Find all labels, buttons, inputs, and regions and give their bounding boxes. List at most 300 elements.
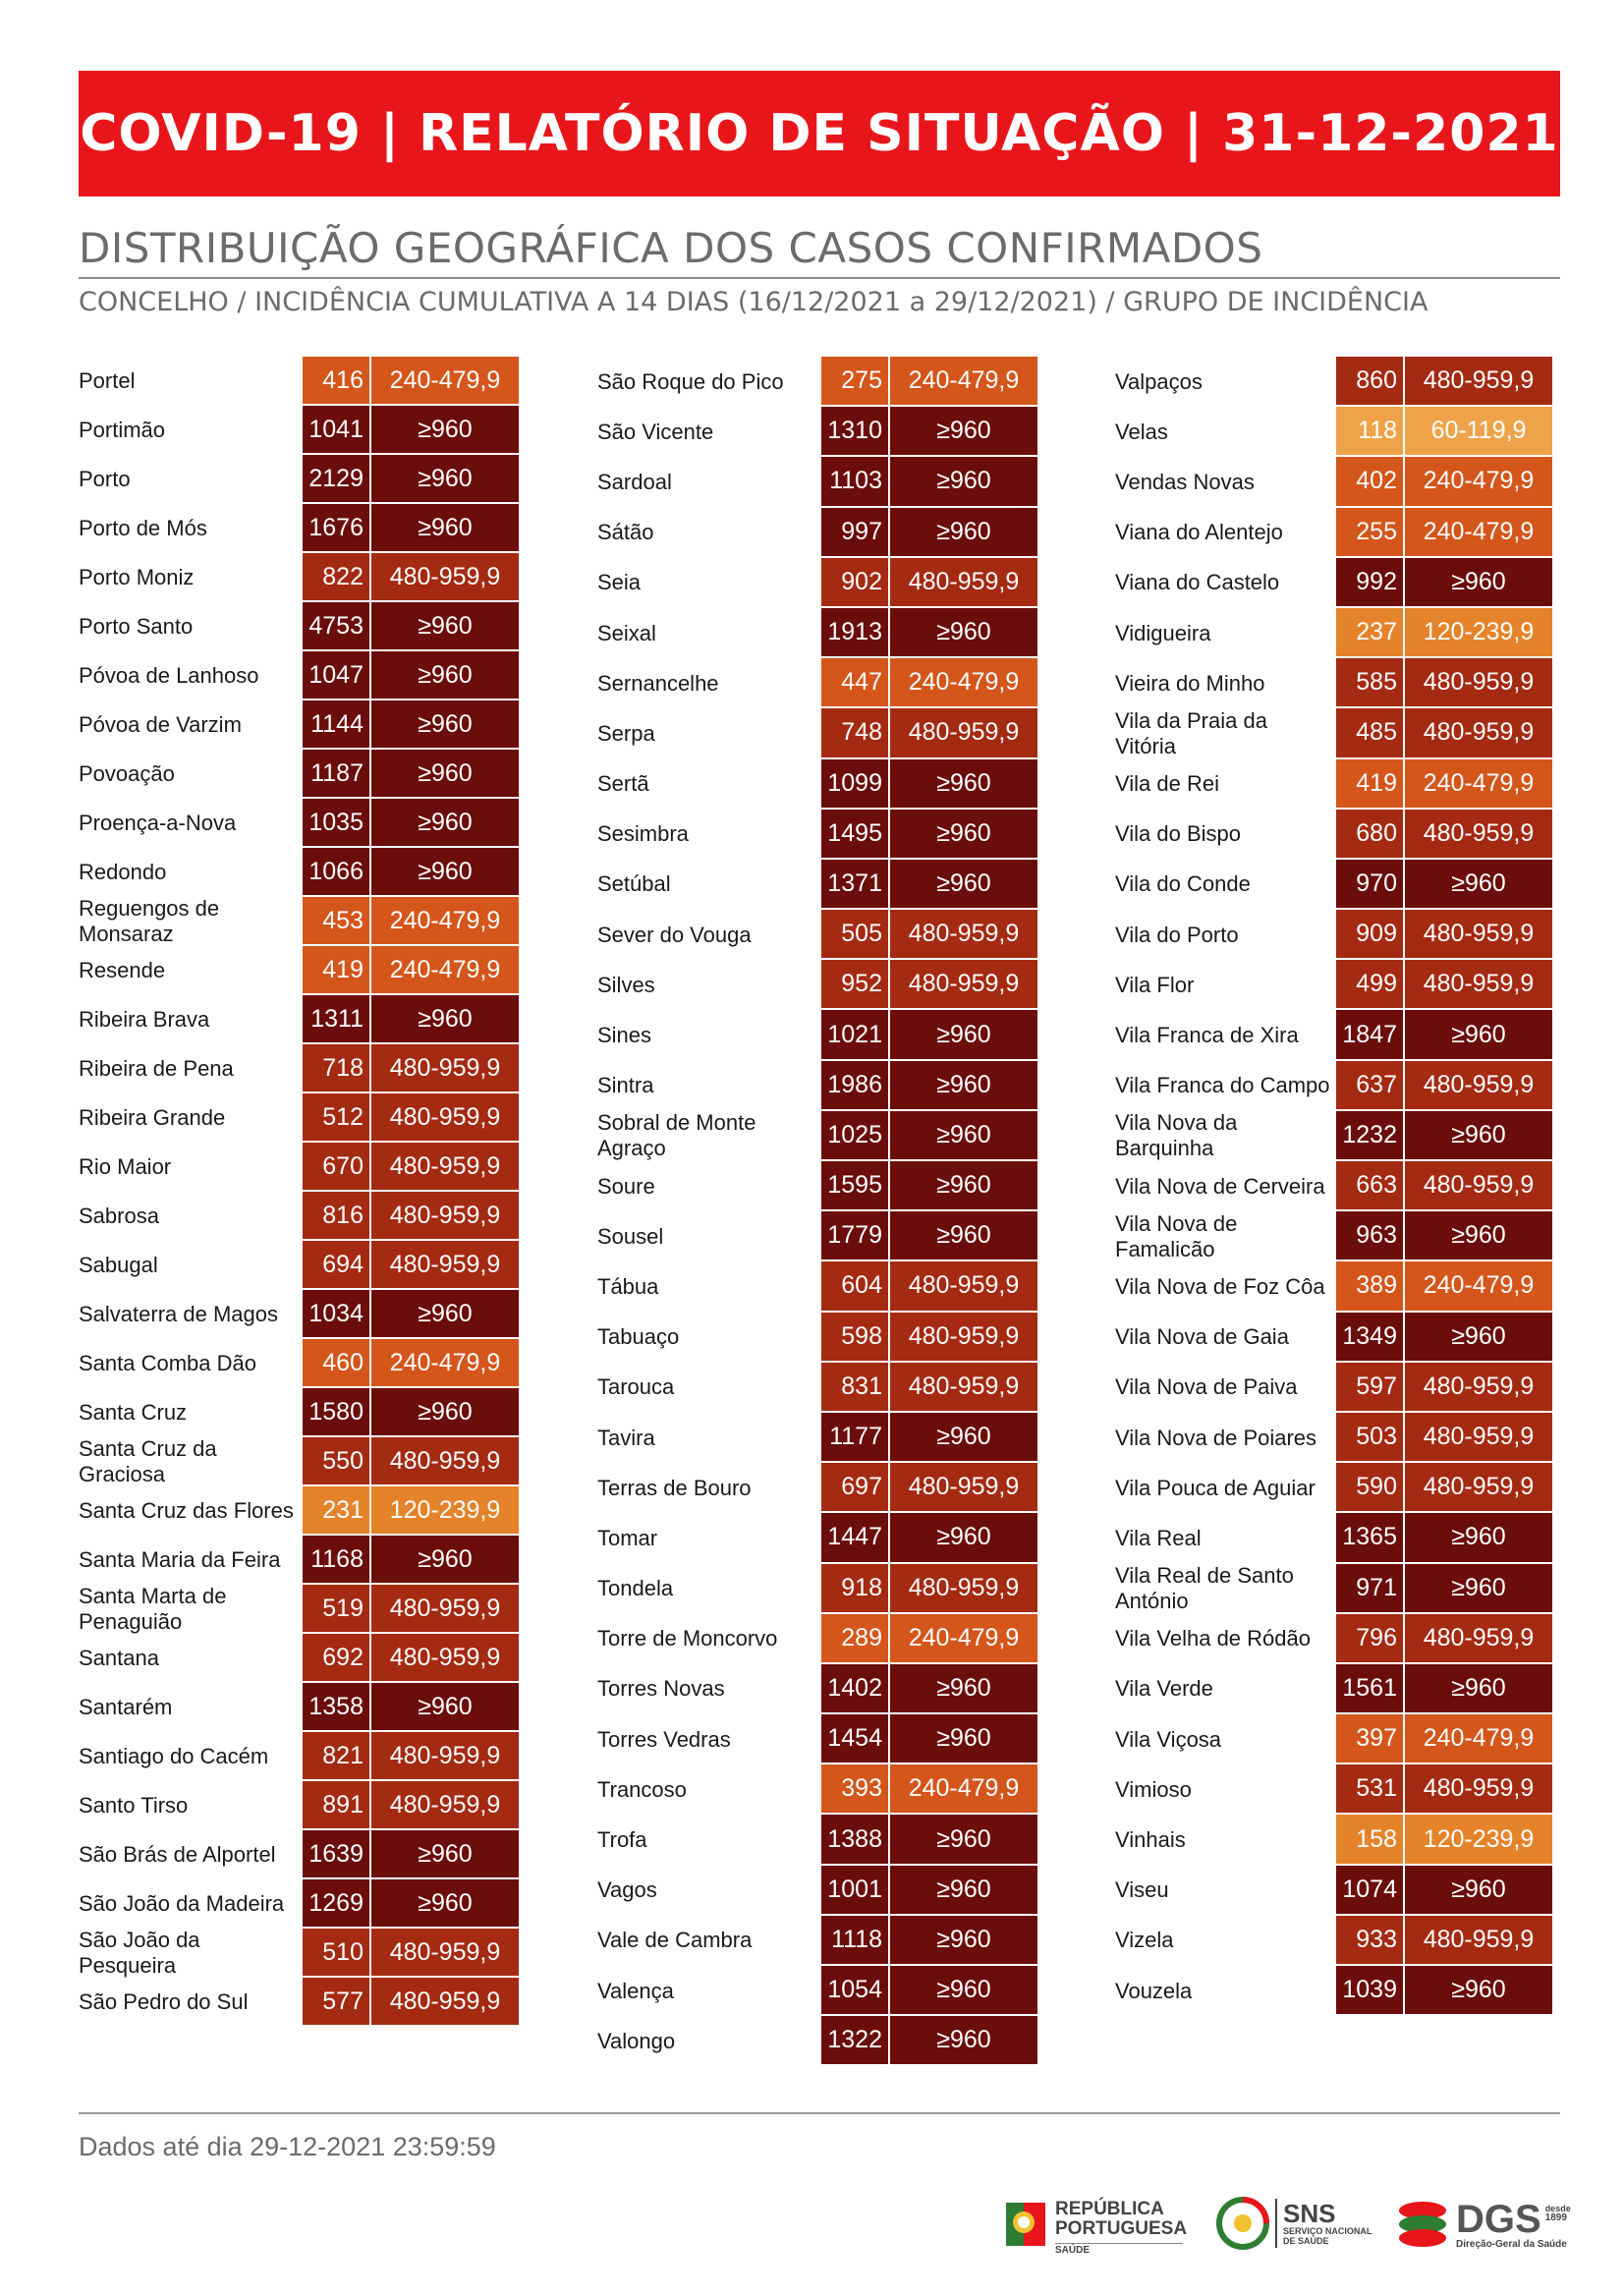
- municipality-name: Vieira do Minho: [1115, 670, 1265, 696]
- municipality-name: Sintra: [597, 1073, 654, 1098]
- sns-line-2: DE SAÚDE: [1283, 2235, 1329, 2246]
- municipality-row: [79, 1585, 519, 1634]
- incidence-value: 2129: [303, 455, 371, 504]
- municipality-row: [79, 750, 519, 799]
- incidence-group: ≥960: [890, 1815, 1037, 1865]
- municipality-row: [597, 759, 1037, 810]
- municipality-name: Vila Flor: [1115, 972, 1195, 997]
- sns-title: SNS: [1283, 2198, 1336, 2228]
- municipality-name: Vila do Porto: [1115, 922, 1239, 947]
- incidence-value: 933: [1336, 1916, 1405, 1966]
- municipality-row: [597, 1463, 1037, 1513]
- incidence-group: 480-959,9: [371, 1241, 519, 1290]
- incidence-group: 240-479,9: [890, 1764, 1037, 1815]
- municipality-name: Tabuaço: [597, 1324, 680, 1350]
- incidence-value: 1365: [1336, 1513, 1405, 1563]
- municipality-name: Porto Santo: [79, 614, 194, 639]
- incidence-value: 158: [1336, 1815, 1405, 1865]
- municipality-name: Santa Cruz da Graciosa: [79, 1436, 217, 1486]
- incidence-value: 275: [821, 357, 890, 407]
- municipality-row: [597, 1313, 1037, 1363]
- municipality-row: [597, 1714, 1037, 1764]
- municipality-name: São Pedro do Sul: [79, 1989, 249, 2014]
- incidence-group: ≥960: [371, 1536, 519, 1585]
- incidence-value: 694: [303, 1241, 371, 1290]
- municipality-name: Vale de Cambra: [597, 1928, 753, 1953]
- municipality-row: [597, 608, 1037, 658]
- municipality-row: [79, 1486, 519, 1536]
- incidence-group: 480-959,9: [371, 1732, 519, 1781]
- incidence-value: 909: [1336, 910, 1405, 960]
- municipality-row: [597, 960, 1037, 1010]
- incidence-value: 402: [1336, 457, 1405, 507]
- municipality-name: Sousel: [597, 1223, 664, 1249]
- municipality-row: [597, 1916, 1037, 1966]
- municipality-name: Sernancelhe: [597, 670, 719, 696]
- incidence-group: 480-959,9: [890, 1261, 1037, 1312]
- footer-divider: [79, 2112, 1560, 2114]
- incidence-group: 240-479,9: [890, 1614, 1037, 1664]
- incidence-group: 480-959,9: [1405, 810, 1552, 860]
- incidence-value: 680: [1336, 810, 1405, 860]
- municipality-row: [1115, 1111, 1552, 1161]
- municipality-name: Sesimbra: [597, 821, 689, 847]
- municipality-row: [79, 1781, 519, 1830]
- municipality-name: Vila Nova de Paiva: [1115, 1374, 1298, 1400]
- municipality-name: Santa Marta de Penaguião: [79, 1584, 227, 1634]
- incidence-group: 120-239,9: [371, 1486, 519, 1536]
- incidence-value: 1001: [821, 1866, 890, 1916]
- incidence-value: 550: [303, 1437, 371, 1486]
- municipality-row: [1115, 407, 1552, 457]
- incidence-value: 604: [821, 1261, 890, 1312]
- municipality-name: Reguengos de Monsaraz: [79, 896, 220, 946]
- municipality-row: [597, 1211, 1037, 1261]
- incidence-value: 831: [821, 1363, 890, 1413]
- incidence-group: 480-959,9: [890, 1313, 1037, 1363]
- municipality-row: [1115, 1010, 1552, 1060]
- municipality-row: [1115, 658, 1552, 708]
- municipality-name: Portimão: [79, 418, 166, 442]
- dgs-logo: [1395, 2197, 1571, 2252]
- rp-line-2: PORTUGUESA: [1055, 2218, 1188, 2240]
- municipality-column-2: [597, 357, 1037, 2066]
- municipality-name: Vagos: [597, 1877, 657, 1903]
- republica-portuguesa-emblem-icon: [1004, 2197, 1047, 2260]
- municipality-row: [597, 357, 1037, 407]
- incidence-group: 240-479,9: [1405, 457, 1552, 507]
- municipality-name: Tavira: [597, 1425, 655, 1450]
- municipality-row: [597, 457, 1037, 507]
- incidence-group: ≥960: [1405, 1564, 1552, 1614]
- incidence-value: 505: [821, 910, 890, 960]
- municipality-row: [597, 1614, 1037, 1664]
- incidence-group: ≥960: [371, 995, 519, 1044]
- municipality-name: São Brás de Alportel: [79, 1842, 276, 1867]
- municipality-name: Terras de Bouro: [597, 1475, 752, 1500]
- incidence-group: 480-959,9: [1405, 658, 1552, 708]
- municipality-name: Ribeira Brava: [79, 1007, 210, 1032]
- municipality-row: [1115, 1413, 1552, 1463]
- incidence-group: ≥960: [890, 1111, 1037, 1161]
- incidence-group: 480-959,9: [890, 910, 1037, 960]
- incidence-value: 1144: [303, 700, 371, 750]
- municipality-name: Sobral de Monte Agraço: [597, 1110, 756, 1161]
- municipality-row: [597, 1966, 1037, 2016]
- municipality-row: [1115, 1463, 1552, 1513]
- incidence-value: 1349: [1336, 1313, 1405, 1363]
- municipality-row: [79, 553, 519, 602]
- incidence-group: ≥960: [890, 1161, 1037, 1211]
- municipality-name: Vinhais: [1115, 1827, 1186, 1853]
- municipality-row: [597, 658, 1037, 708]
- incidence-value: 1021: [821, 1010, 890, 1060]
- sns-line-1: SERVIÇO NACIONAL: [1283, 2226, 1372, 2237]
- municipality-name: Santiago do Cacém: [79, 1744, 269, 1768]
- incidence-group: 480-959,9: [890, 1463, 1037, 1513]
- incidence-group: ≥960: [371, 406, 519, 455]
- dgs-subtitle: Direção-Geral da Saúde: [1456, 2238, 1567, 2250]
- incidence-value: 1103: [821, 457, 890, 507]
- incidence-value: 1041: [303, 406, 371, 455]
- municipality-row: [597, 558, 1037, 608]
- incidence-group: ≥960: [371, 848, 519, 897]
- municipality-name: Sabrosa: [79, 1203, 159, 1228]
- incidence-group: 480-959,9: [371, 1585, 519, 1634]
- sns-emblem-icon: [1216, 2197, 1269, 2250]
- incidence-group: 60-119,9: [1405, 407, 1552, 457]
- municipality-name: Torre de Moncorvo: [597, 1626, 778, 1651]
- municipality-row: [597, 910, 1037, 960]
- incidence-group: ≥960: [890, 1413, 1037, 1463]
- municipality-row: [79, 1879, 519, 1929]
- municipality-row: [79, 455, 519, 504]
- municipality-name: Sátão: [597, 520, 654, 545]
- municipality-name: Tondela: [597, 1576, 674, 1601]
- municipality-name: Viana do Castelo: [1115, 570, 1280, 595]
- municipality-name: Rio Maior: [79, 1154, 172, 1179]
- incidence-group: 240-479,9: [1405, 508, 1552, 558]
- municipality-row: [1115, 1966, 1552, 2016]
- incidence-value: 118: [1336, 407, 1405, 457]
- incidence-group: 480-959,9: [1405, 1614, 1552, 1664]
- incidence-group: 240-479,9: [371, 946, 519, 995]
- incidence-value: 1025: [821, 1111, 890, 1161]
- municipality-row: [597, 1815, 1037, 1865]
- municipality-row: [79, 848, 519, 897]
- rp-line-3: SAÚDE: [1055, 2245, 1091, 2257]
- municipality-name: Vila Real: [1115, 1525, 1202, 1550]
- municipality-name: Sertã: [597, 771, 649, 797]
- municipality-row: [79, 1143, 519, 1192]
- municipality-name: Vidigueira: [1115, 620, 1211, 645]
- incidence-group: 480-959,9: [890, 1564, 1037, 1614]
- municipality-name: Seia: [597, 570, 642, 595]
- municipality-row: [1115, 1061, 1552, 1111]
- municipality-name: Vila Nova de Cerveira: [1115, 1173, 1325, 1199]
- municipality-name: Sever do Vouga: [597, 922, 752, 947]
- municipality-name: Vila do Conde: [1115, 871, 1251, 897]
- incidence-value: 1039: [1336, 1966, 1405, 2016]
- incidence-value: 1595: [821, 1161, 890, 1211]
- municipality-row: [79, 651, 519, 700]
- incidence-value: 697: [821, 1463, 890, 1513]
- municipality-row: [79, 1634, 519, 1683]
- incidence-group: ≥960: [371, 602, 519, 651]
- incidence-value: 860: [1336, 357, 1405, 407]
- municipality-name: São Vicente: [597, 419, 714, 444]
- incidence-group: ≥960: [371, 1683, 519, 1732]
- incidence-value: 255: [1336, 508, 1405, 558]
- municipality-row: [79, 1978, 519, 2027]
- municipality-name: Vila Nova da Barquinha: [1115, 1110, 1238, 1161]
- municipality-name: Vila Viçosa: [1115, 1726, 1222, 1752]
- incidence-value: 416: [303, 357, 371, 406]
- incidence-value: 289: [821, 1614, 890, 1664]
- municipality-name: Viseu: [1115, 1877, 1169, 1903]
- incidence-group: ≥960: [890, 810, 1037, 860]
- rp-line-1: REPÚBLICA: [1055, 2199, 1164, 2220]
- municipality-name: Vouzela: [1115, 1978, 1193, 2003]
- incidence-value: 1986: [821, 1061, 890, 1111]
- municipality-row: [597, 2016, 1037, 2066]
- incidence-group: 480-959,9: [371, 1192, 519, 1241]
- dgs-since-year: 1899: [1544, 2212, 1567, 2224]
- municipality-name: Silves: [597, 972, 655, 997]
- municipality-name: Vila Franca de Xira: [1115, 1023, 1299, 1048]
- municipality-name: São Roque do Pico: [597, 368, 784, 394]
- incidence-value: 1054: [821, 1966, 890, 2016]
- incidence-value: 1561: [1336, 1664, 1405, 1714]
- municipality-row: [597, 708, 1037, 758]
- incidence-group: ≥960: [371, 700, 519, 750]
- municipality-name: Serpa: [597, 720, 655, 746]
- incidence-value: 419: [303, 946, 371, 995]
- municipality-row: [79, 1437, 519, 1486]
- municipality-row: [1115, 1211, 1552, 1261]
- incidence-value: 1311: [303, 995, 371, 1044]
- incidence-value: 1639: [303, 1830, 371, 1879]
- incidence-group: 480-959,9: [890, 708, 1037, 758]
- incidence-group: ≥960: [890, 860, 1037, 910]
- municipality-row: [597, 508, 1037, 558]
- incidence-value: 1187: [303, 750, 371, 799]
- municipality-row: [79, 1683, 519, 1732]
- incidence-group: ≥960: [1405, 1664, 1552, 1714]
- municipality-name: Porto: [79, 467, 131, 491]
- incidence-value: 397: [1336, 1714, 1405, 1764]
- incidence-group: 480-959,9: [371, 553, 519, 602]
- incidence-value: 822: [303, 553, 371, 602]
- incidence-group: 480-959,9: [1405, 1463, 1552, 1513]
- municipality-row: [597, 1764, 1037, 1815]
- incidence-value: 992: [1336, 558, 1405, 608]
- incidence-value: 485: [1336, 708, 1405, 758]
- incidence-value: 389: [1336, 1261, 1405, 1312]
- municipality-name: Vila Nova de Poiares: [1115, 1425, 1317, 1450]
- municipality-name: Santana: [79, 1646, 159, 1670]
- municipality-name: Tarouca: [597, 1374, 675, 1400]
- incidence-value: 590: [1336, 1463, 1405, 1513]
- incidence-group: ≥960: [890, 1916, 1037, 1966]
- municipality-row: [1115, 1313, 1552, 1363]
- incidence-group: 480-959,9: [371, 1634, 519, 1683]
- municipality-row: [1115, 1866, 1552, 1916]
- municipality-name: Vila Nova de Foz Côa: [1115, 1273, 1325, 1299]
- municipality-name: Sines: [597, 1023, 652, 1048]
- municipality-row: [79, 995, 519, 1044]
- incidence-group: 480-959,9: [1405, 1764, 1552, 1815]
- incidence-value: 510: [303, 1929, 371, 1978]
- incidence-group: 240-479,9: [1405, 1261, 1552, 1312]
- incidence-group: 480-959,9: [1405, 357, 1552, 407]
- incidence-group: 480-959,9: [1405, 1363, 1552, 1413]
- incidence-value: 1676: [303, 504, 371, 553]
- incidence-value: 499: [1336, 960, 1405, 1010]
- municipality-name: Resende: [79, 958, 166, 982]
- incidence-group: ≥960: [371, 1388, 519, 1437]
- incidence-group: ≥960: [1405, 1111, 1552, 1161]
- incidence-value: 970: [1336, 860, 1405, 910]
- municipality-row: [597, 1061, 1037, 1111]
- incidence-value: 1358: [303, 1683, 371, 1732]
- incidence-value: 231: [303, 1486, 371, 1536]
- municipality-name: Santa Comba Dão: [79, 1351, 256, 1375]
- municipality-row: [79, 1093, 519, 1143]
- municipality-name: Salvaterra de Magos: [79, 1302, 278, 1326]
- municipality-name: Tomar: [597, 1525, 658, 1550]
- incidence-group: ≥960: [371, 1830, 519, 1879]
- incidence-value: 1322: [821, 2016, 890, 2066]
- incidence-value: 1066: [303, 848, 371, 897]
- municipality-row: [1115, 1714, 1552, 1764]
- incidence-value: 971: [1336, 1564, 1405, 1614]
- incidence-value: 237: [1336, 608, 1405, 658]
- incidence-value: 503: [1336, 1413, 1405, 1463]
- municipality-name: Viana do Alentejo: [1115, 520, 1283, 545]
- municipality-row: [1115, 960, 1552, 1010]
- municipality-name: Porto Moniz: [79, 565, 195, 589]
- municipality-row: [79, 897, 519, 946]
- incidence-value: 1047: [303, 651, 371, 700]
- incidence-group: 480-959,9: [1405, 1061, 1552, 1111]
- incidence-group: ≥960: [1405, 860, 1552, 910]
- incidence-value: 453: [303, 897, 371, 946]
- municipality-name: Valpaços: [1115, 368, 1203, 394]
- incidence-value: 1388: [821, 1815, 890, 1865]
- municipality-row: [79, 1044, 519, 1093]
- municipality-name: Seixal: [597, 620, 656, 645]
- incidence-value: 1310: [821, 407, 890, 457]
- report-title: COVID-19 | RELATÓRIO DE SITUAÇÃO | 31-12-2021: [80, 104, 1559, 163]
- municipality-name: Valença: [597, 1978, 674, 2003]
- municipality-name: Torres Vedras: [597, 1726, 731, 1752]
- incidence-value: 963: [1336, 1211, 1405, 1261]
- incidence-value: 1454: [821, 1714, 890, 1764]
- municipality-row: [1115, 608, 1552, 658]
- incidence-value: 1269: [303, 1879, 371, 1929]
- municipality-name: Vendas Novas: [1115, 469, 1255, 494]
- municipality-name: Santa Maria da Feira: [79, 1547, 281, 1572]
- incidence-value: 512: [303, 1093, 371, 1143]
- incidence-group: ≥960: [371, 504, 519, 553]
- municipality-row: [597, 1513, 1037, 1563]
- incidence-group: 240-479,9: [371, 357, 519, 406]
- incidence-value: 419: [1336, 759, 1405, 810]
- municipality-row: [79, 799, 519, 848]
- municipality-name: Ribeira de Pena: [79, 1056, 234, 1081]
- incidence-value: 821: [303, 1732, 371, 1781]
- municipality-column-1: [79, 357, 519, 2027]
- municipality-row: [1115, 1916, 1552, 1966]
- municipality-name: São João da Pesqueira: [79, 1928, 200, 1978]
- municipality-row: [597, 1564, 1037, 1614]
- incidence-value: 1074: [1336, 1866, 1405, 1916]
- municipality-row: [1115, 1564, 1552, 1614]
- incidence-group: 480-959,9: [890, 558, 1037, 608]
- municipality-row: [597, 1111, 1037, 1161]
- incidence-value: 585: [1336, 658, 1405, 708]
- municipality-name: Vimioso: [1115, 1776, 1192, 1802]
- incidence-group: 480-959,9: [1405, 708, 1552, 758]
- incidence-group: ≥960: [890, 1664, 1037, 1714]
- incidence-group: 240-479,9: [1405, 759, 1552, 810]
- municipality-name: Soure: [597, 1173, 655, 1199]
- incidence-group: ≥960: [890, 2016, 1037, 2066]
- section-divider: [79, 277, 1560, 279]
- municipality-name: Povoação: [79, 761, 175, 786]
- incidence-group: ≥960: [1405, 1010, 1552, 1060]
- municipality-name: Vila Real de Santo António: [1115, 1563, 1294, 1614]
- incidence-value: 577: [303, 1978, 371, 2027]
- incidence-value: 393: [821, 1764, 890, 1815]
- section-title: DISTRIBUIÇÃO GEOGRÁFICA DOS CASOS CONFIRMADOS: [79, 224, 1263, 272]
- incidence-group: 480-959,9: [1405, 1916, 1552, 1966]
- municipality-name: Vila Verde: [1115, 1676, 1213, 1702]
- municipality-row: [79, 1339, 519, 1388]
- municipality-row: [79, 357, 519, 406]
- municipality-row: [597, 407, 1037, 457]
- incidence-group: ≥960: [371, 651, 519, 700]
- incidence-value: 447: [821, 658, 890, 708]
- incidence-value: 1035: [303, 799, 371, 848]
- municipality-row: [1115, 1764, 1552, 1815]
- municipality-row: [597, 810, 1037, 860]
- incidence-value: 1495: [821, 810, 890, 860]
- incidence-value: 1232: [1336, 1111, 1405, 1161]
- municipality-row: [79, 1536, 519, 1585]
- incidence-group: ≥960: [890, 457, 1037, 507]
- incidence-group: 240-479,9: [1405, 1714, 1552, 1764]
- incidence-group: ≥960: [890, 508, 1037, 558]
- incidence-value: 460: [303, 1339, 371, 1388]
- incidence-group: ≥960: [1405, 1313, 1552, 1363]
- municipality-row: [79, 1290, 519, 1339]
- incidence-value: 997: [821, 508, 890, 558]
- municipality-name: Sardoal: [597, 469, 672, 494]
- municipality-name: Vizela: [1115, 1928, 1174, 1953]
- incidence-group: 480-959,9: [371, 1143, 519, 1192]
- municipality-name: Valongo: [597, 2028, 676, 2053]
- incidence-group: 120-239,9: [1405, 608, 1552, 658]
- incidence-group: 480-959,9: [1405, 910, 1552, 960]
- incidence-group: ≥960: [1405, 1866, 1552, 1916]
- municipality-row: [79, 1732, 519, 1781]
- incidence-group: 240-479,9: [371, 897, 519, 946]
- incidence-value: 4753: [303, 602, 371, 651]
- municipality-name: Portel: [79, 368, 136, 393]
- section-subheading: CONCELHO / INCIDÊNCIA CUMULATIVA A 14 DIAS (16/12/2021 a 29/12/2021) / GRUPO DE INCIDÊNCIA: [79, 287, 1428, 317]
